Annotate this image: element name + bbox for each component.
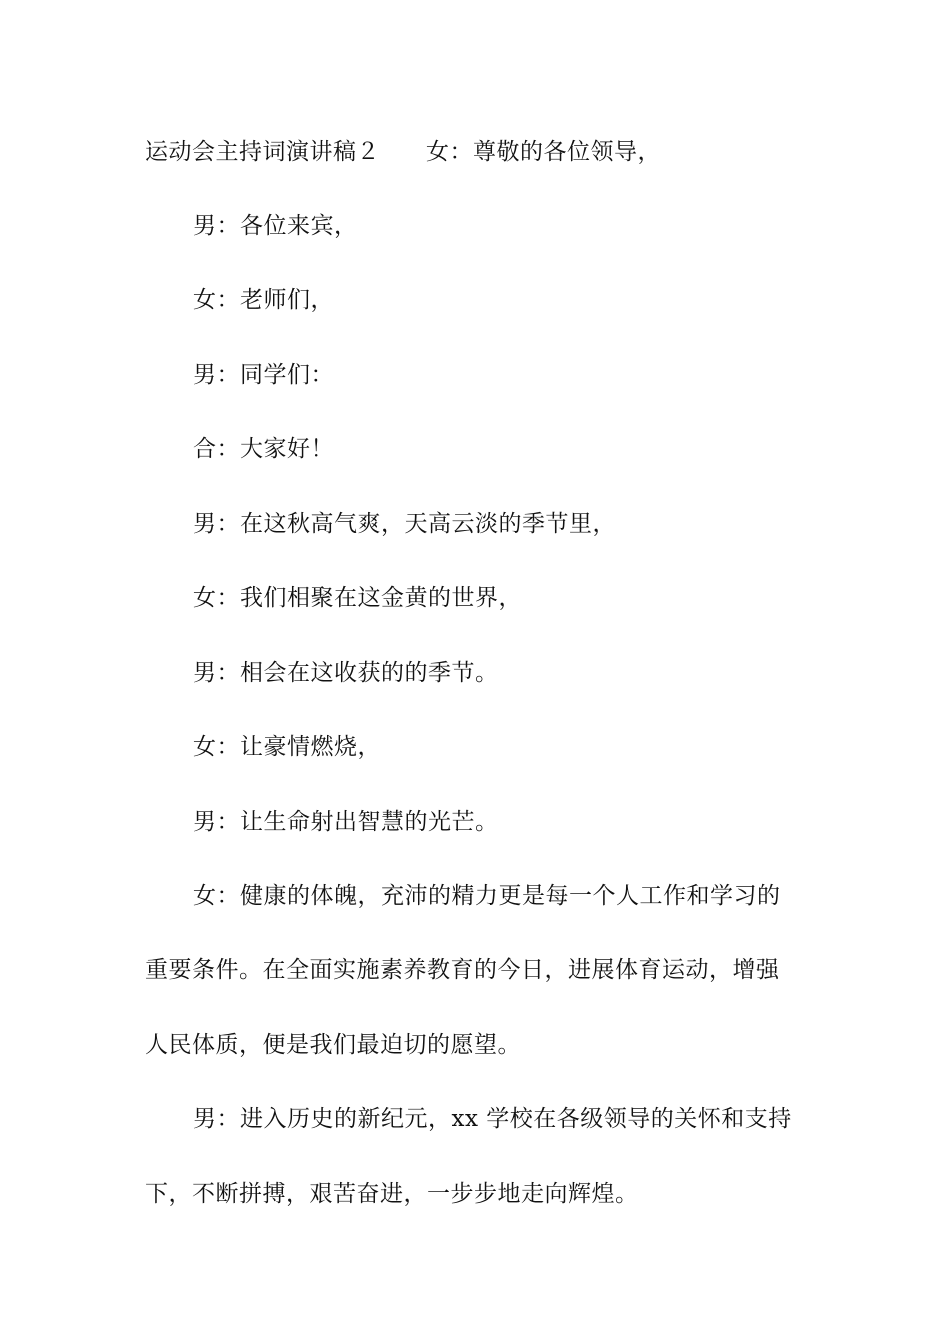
- line-8: 男：相会在这收获的的季节。: [193, 660, 499, 686]
- paragraph-line-11: 女：健康的体魄，充沛的精力更是每一个人工作和学习的: [193, 883, 781, 909]
- paragraph-line-13: 人民体质，便是我们最迫切的愿望。: [145, 1032, 521, 1058]
- line-9: 女：让豪情燃烧，: [193, 734, 381, 760]
- line-3: 女：老师们，: [193, 287, 334, 313]
- line-2: 男：各位来宾，: [193, 213, 358, 239]
- line-1: 女：尊敬的各位领导，: [426, 139, 661, 165]
- line-10: 男：让生命射出智慧的光芒。: [193, 809, 499, 835]
- title-line: [145, 137, 807, 167]
- document-title: 运动会主持词演讲稿２: [145, 139, 380, 165]
- line-7: 女：我们相聚在这金黄的世界，: [193, 585, 522, 611]
- paragraph-line-12: 重要条件。在全面实施素养教育的今日，进展体育运动，增强: [145, 957, 780, 983]
- paragraph-line-15: 下，不断拼搏，艰苦奋进，一步步地走向辉煌。: [145, 1181, 639, 1207]
- paragraph-line-14: 男：进入历史的新纪元，xx 学校在各级领导的关怀和支持: [193, 1106, 792, 1132]
- line-4: 男：同学们：: [193, 362, 334, 388]
- line-5: 合：大家好！: [193, 436, 334, 462]
- line-6: 男：在这秋高气爽，天高云淡的季节里，: [193, 511, 616, 537]
